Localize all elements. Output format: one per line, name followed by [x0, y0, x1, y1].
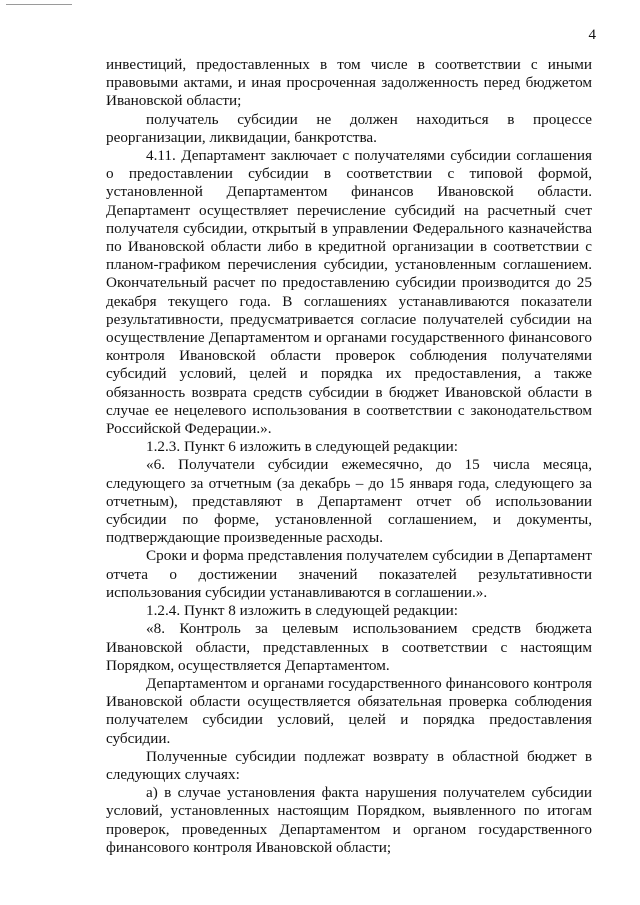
paragraph-report-terms: Сроки и форма представления получателем субсидии в Департамент отчета о достижении значений показателей результативности использования субсидии устанавливаются в соглашении.».	[106, 547, 592, 601]
document-body	[106, 56, 592, 857]
paragraph-refund-cases: Полученные субсидии подлежат возврату в областной бюджет в следующих случаях:	[106, 747, 592, 783]
paragraph-1-2-3-heading: 1.2.3. Пункт 6 изложить в следующей редакции:	[146, 438, 459, 456]
paragraph-1-2-4-heading: 1.2.4. Пункт 8 изложить в следующей редакции:	[146, 602, 459, 620]
page-number: 4	[588, 27, 596, 43]
paragraph-reorganization: получатель субсидии не должен находиться в процессе реорганизации, ликвидации, банкротства.	[106, 110, 592, 146]
paragraph-case-a: а) в случае установления факта нарушения получателем субсидии условий, установленных настоящим Порядком, выявленного по итогам проверок, проведенных Департаментом и органом государственного финансового контроля Ивановской области;	[106, 784, 592, 856]
paragraph-investments-debt: инвестиций, предоставленных в том числе в соответствии с иными правовыми актами, и иная просроченная задолженность перед бюджетом Ивановской области;	[106, 56, 592, 110]
paragraph-mandatory-check: Департаментом и органами государственного финансового контроля Ивановской области осуществляется обязательная проверка соблюдения получателем субсидии условий, целей и порядка предоставления субсидии.	[106, 674, 592, 747]
scan-corner-line	[6, 4, 72, 5]
paragraph-6-monthly-reports: «6. Получатели субсидии ежемесячно, до 15 числа месяца, следующего за отчетным (за декабрь – до 15 января года, следующего за отчетным), представляют в Департамент отчет об использовании субсидии по форме, установленной соглашением, и документы, подтверждающие произведенные расходы.	[106, 456, 592, 547]
paragraph-4-11-agreements: 4.11. Департамент заключает с получателями субсидии соглашения о предоставлении субсидии в соответствии с типовой формой, установленной Департаментом финансов Ивановской области. Департамент осуществляет перечисление субсидий на расчетный счет получателя субсидии, открытый в управлении Федерального казначейства по Ивановской области либо в кредитной организации в соответствии с планом-графиком перечисления субсидии, установленным соглашением. Окончательный расчет по предоставлению субсидии производится до 25 декабря текущего года. В соглашениях устанавливаются показатели результативности, предусматривается согласие получателей субсидии на осуществление Департаментом и органами государственного финансового контроля Ивановской области проверок соблюдения получателями субсидий условий, целей и порядка их предоставления, а также обязанность возврата средств субсидии в бюджет Ивановской области в случае ее нецелевого использования в соответствии с законодательством Российской Федерации.».	[106, 147, 592, 438]
paragraph-8-control: «8. Контроль за целевым использованием средств бюджета Ивановской области, представленных в соответствии с настоящим Порядком, осуществляется Департаментом.	[106, 620, 592, 674]
